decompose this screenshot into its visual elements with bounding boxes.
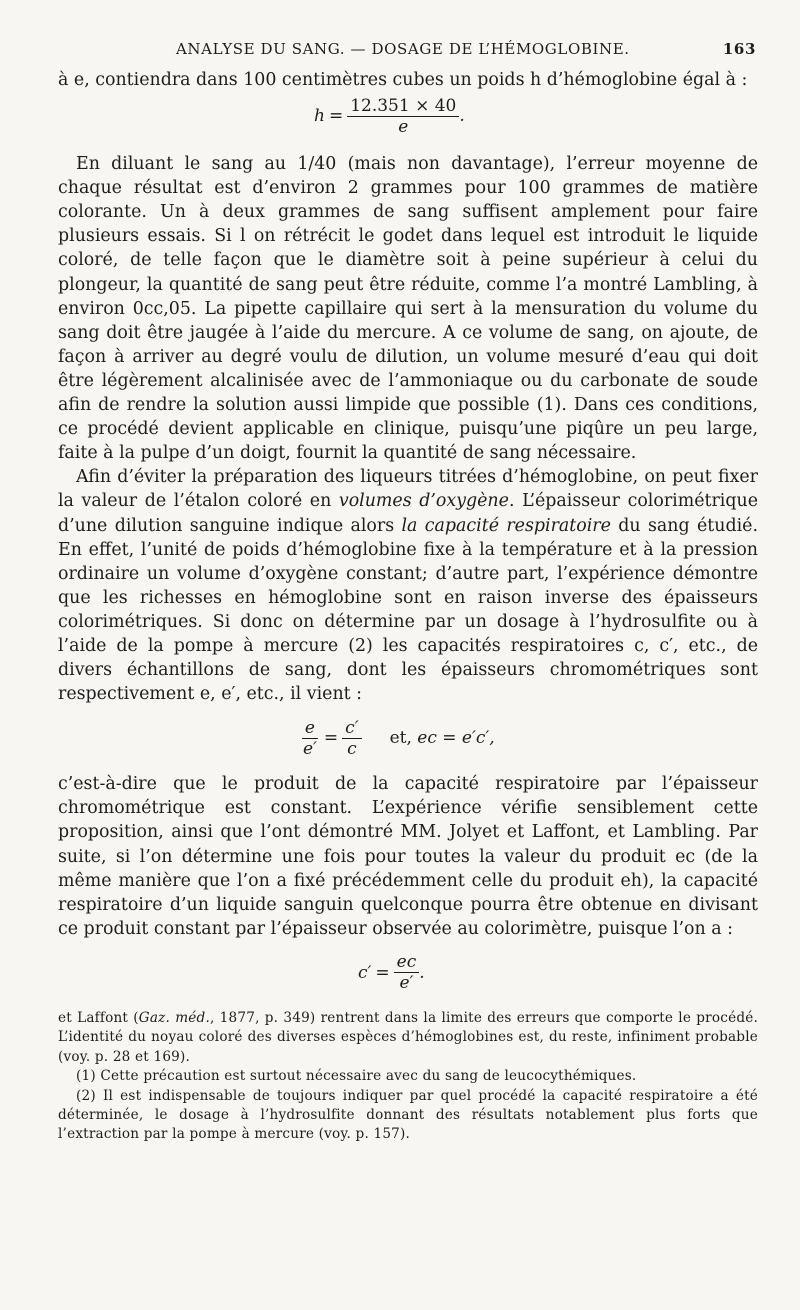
formula-end: .: [459, 106, 465, 127]
running-title: ANALYSE DU SANG. — DOSAGE DE L’HÉMOGLOBINE.: [176, 40, 630, 58]
equals-sign: =: [323, 728, 339, 749]
formula-hemoglobin: [314, 94, 758, 138]
paragraph-text: du sang étudié. En effet, l’unité de poids d’hémoglobine fixe à la température et à la pression ordinaire un volume d’oxygène constant; d’autre part, l’expérience démontre que les richesses en hémoglobine sont en raison inverse des épaisseurs colorimétriques. Si donc on détermine par un dosage à l’hydrosulfite ou à l’aide de la pompe à mercure (2) les capacités respiratoires c, c′, etc., de divers échantillons de sang, dont les épaisseurs chromométriques sont respectivement e, e′, etc., il vient :: [58, 515, 758, 705]
paragraph-dilution: En diluant le sang au 1/40 (mais non davantage), l’erreur moyenne de chaque résultat est d’environ 2 grammes pour 100 grammes de matière colorante. Un à deux grammes de sang suffisent amplement pour faire plusieurs essais. Si l on rétrécit le godet dans lequel est introduit le liquide coloré, de telle façon que le diamètre soit à peine supérieur à celui du plongeur, la quantité de sang peut être réduite, comme l’a montré Lambling, à environ 0cc,05. La pipette capillaire qui sert à la mensuration du volume du sang doit être jaugée à l’aide du mercure. A ce volume de sang, on ajoute, de façon à arriver au degré voulu de dilution, un volume mesuré d’eau qui doit être légèrement alcalinisée avec de l’ammoniaque ou du carbonate de soude afin de rendre la solution aussi limpide que possible (1). Dans ces conditions, ce procédé devient applicable en clinique, puisqu’une piqûre un peu large, faite à la pulpe d’un doigt, fournit la quantité de sang nécessaire.: [58, 154, 758, 464]
paragraph-oxygen: [58, 465, 758, 706]
paragraph-product: c’est-à-dire que le produit de la capacité respiratoire par l’épaisseur chromométrique est constant. L’expérience vérifie sensiblement cette proposition, ainsi que l’ont démontré MM. Jolyet et Laffont, et Lambling. Par suite, si l’on détermine une fois pour toutes la valeur du produit ec (de la même manière que l’on a fixé précédemment celle du produit eh), la capacité respiratoire d’un liquide sanguin quelconque pourra être obtenue en divisant ce produit constant par l’épaisseur observée au colorimètre, puisque l’on a :: [58, 774, 758, 939]
formula-ratio: [300, 714, 758, 762]
paragraph-text: . L’épaisseur colorimétrique d’une dilution sanguine indique alors: [58, 491, 758, 536]
running-header: [58, 40, 758, 58]
footnote-1: (1) Cette précaution est surtout nécessaire avec du sang de leucocythémiques.: [76, 1068, 637, 1085]
emphasis-capacite-respiratoire: la capacité respiratoire: [401, 515, 611, 536]
footnote-2: (2) Il est indispensable de toujours indiquer par quel procédé la capacité respiratoire a été déterminée, le dosage à l’hydrosulfite donnant des résultats notablement plus forts que l’extraction par la pompe à mercure (voy. p. 157).: [58, 1087, 758, 1143]
formula-product: ec = e′c′,: [417, 728, 495, 749]
fraction-denominator: e′: [303, 738, 317, 759]
formula-capacity: [358, 949, 758, 997]
equals-sign: =: [375, 962, 390, 983]
formula-lhs: c′: [358, 962, 372, 983]
formula-tail: [390, 728, 495, 748]
footnote-text: , 1877, p. 349) rentrent dans la limite des erreurs que comporte le procédé. L’identité du noyau coloré des diverses espèces d’hémoglobines est, du reste, infiniment probable (voy. p. 28 et 169).: [58, 1009, 758, 1065]
paragraph-text: Afin d’éviter la préparation des liqueurs titrées d’hémoglobine, on peut fixer la valeur de l’étalon coloré en: [58, 467, 758, 512]
footnotes: [58, 1009, 758, 1145]
fraction-denominator: c: [347, 738, 357, 759]
fraction-e: [300, 719, 320, 758]
formula-word: et,: [389, 728, 412, 749]
formula-lhs: h: [314, 106, 325, 127]
fraction-numerator: e: [302, 719, 318, 739]
footnote-journal: Gaz. méd.: [138, 1009, 210, 1026]
fraction-denominator: e: [398, 116, 409, 137]
fraction-denominator: e′: [399, 973, 414, 994]
equals-sign: =: [328, 106, 344, 127]
page-number: 163: [722, 40, 756, 58]
fraction: [394, 953, 420, 992]
fraction-c: [342, 719, 361, 758]
fraction-numerator: 12.351 × 40: [347, 97, 459, 117]
fraction-numerator: ec: [394, 953, 420, 973]
formula-end: .: [419, 962, 425, 983]
intro-line: à e, contiendra dans 100 centimètres cubes un poids h d’hémoglobine égal à :: [58, 70, 748, 90]
emphasis-volumes-oxygene: volumes d’oxygène: [338, 491, 509, 512]
footnote-text: et Laffont (: [58, 1009, 139, 1026]
fraction-numerator: c′: [342, 719, 361, 739]
footnote-continuation: [58, 1009, 758, 1067]
fraction: [347, 97, 459, 136]
